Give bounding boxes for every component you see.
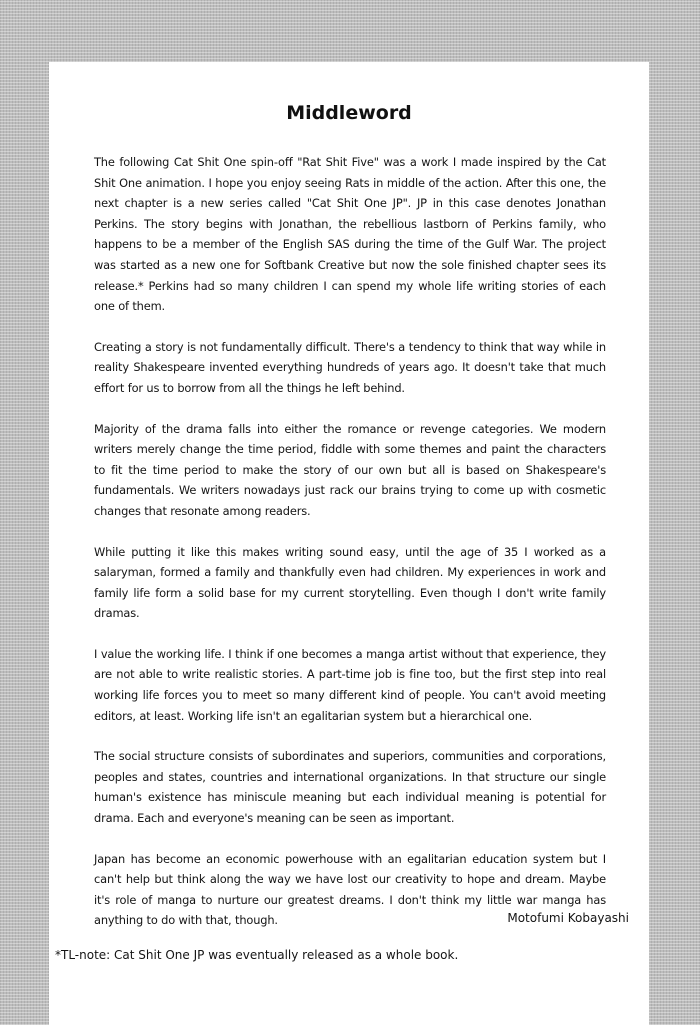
paragraph-1: The following Cat Shit One spin-off "Rat Shit Five" was a work I made inspired by the Cat Shit One animation. I hope you enjoy seeing Rats in middle of the action. After this one, the next chapter is a new series called "Cat Shit One JP". JP in this case denotes Jonathan Perkins. The story begins with Jonathan, the rebellious lastborn of Perkins family, who happens to be a member of the English SAS during the time of the Gulf War. The project was started as a new one for Softbank Creative but now the sole finished chapter sees its release.* Perkins had so many children I can spend my whole life writing stories of each one of them. (94, 155, 606, 314)
page-title: Middleword (286, 102, 412, 124)
paragraph-4: While putting it like this makes writing sound easy, until the age of 35 I worked as a salaryman, formed a family and thankfully even had children. My experiences in work and family life form a solid base for my current storytelling. Even though I don't write family dramas. (94, 544, 606, 621)
paragraph-7: Japan has become an economic powerhouse with an egalitarian education system but I can't help but think along the way we have lost our creativity to hope and dream. Maybe it's role of manga to nurture our greatest dreams. I don't think my little war manga has anything to do with that, though. (94, 851, 606, 928)
paragraph-2: Creating a story is not fundamentally difficult. There's a tendency to think that way while in reality Shakespeare invented everything hundreds of years ago. It doesn't take that much effort for us to borrow from all the things he left behind. (94, 339, 606, 395)
author-signature: Motofumi Kobayashi (507, 911, 629, 925)
paragraph-6: The social structure consists of subordinates and superiors, communities and corporations, peoples and states, countries and international organizations. In that structure our single human's existence has miniscule meaning but each individual meaning is potential for drama. Each and everyone's meaning can be seen as important. (94, 749, 606, 826)
paragraph-3: Majority of the drama falls into either the romance or revenge categories. We modern writers merely change the time period, fiddle with some themes and paint the characters to fit the time period to make the story of our own but all is based on Shakespeare's fundamentals. We writers nowadays just rack our brains trying to come up with cosmetic changes that resonate among readers. (94, 421, 606, 518)
page (49, 62, 649, 1025)
body-text (94, 152, 606, 951)
translator-note: *TL-note: Cat Shit One JP was eventually released as a whole book. (52, 948, 461, 962)
paragraph-5: I value the working life. I think if one becomes a manga artist without that experience, they are not able to write realistic stories. A part-time job is fine too, but the first step into real working life forces you to meet so many different kind of people. You can't avoid meeting editors, at least. Working life isn't an egalitarian system but a hierarchical one. (94, 646, 606, 723)
